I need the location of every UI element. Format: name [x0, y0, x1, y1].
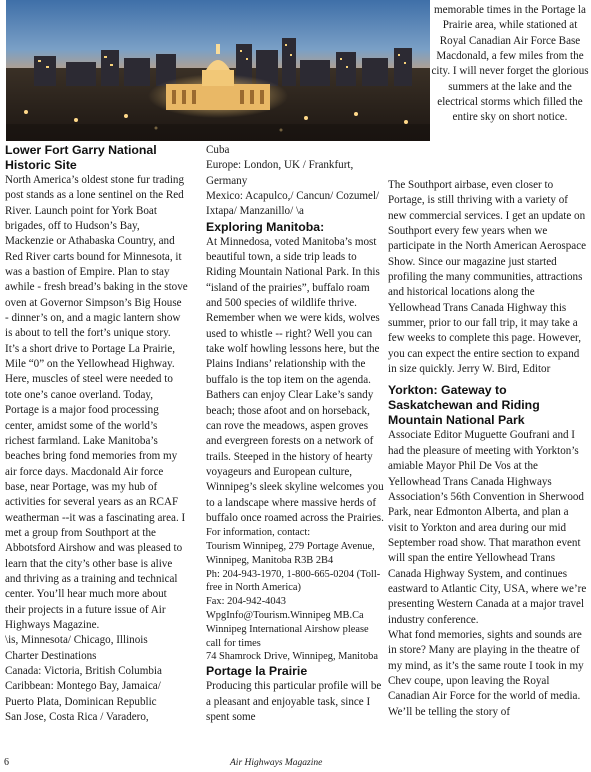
contact-line: Tourism Winnipeg, 279 Portage Avenue, Winnipeg, Manitoba R3B 2B4 — [206, 541, 375, 566]
city-skyline-photo — [6, 0, 430, 141]
paragraph: memorable times in the Portage la Prairie area, while stationed at Royal Canadian Air Force Base Macdonald, a few miles from the city. I will never forget the glorious summers at the lake and the electrical storms which filled the entire sky on short notice. — [431, 4, 589, 124]
paragraph: Europe: London, UK / Frankfurt, Germany — [206, 159, 354, 187]
paragraph: North America’s oldest stone fur trading post stands as a lone sentinel on the Red River. Launch point for York Boat brigades, off to Hudson’s Bay, Mackenzie or Athabaska Country, and Red River carts bound for Minnesota, it was a bastion of Empire. Plan to stay awhile - fresh bread’s baking in the stove oven at Governor Simpson’s Big House - dinner’s on, and a magic lantern show is about to tell the fort’s unique story. — [5, 174, 188, 340]
heading-portage-la-prairie: Portage la Prairie — [206, 664, 308, 679]
contact-block — [206, 526, 386, 664]
paragraph: San Jose, Costa Rica / Varadero, — [5, 711, 149, 724]
contact-line: For information, contact: — [206, 527, 311, 539]
heading-yorkton: Yorkton: Gateway to Saskatchewan and Riding Mountain National Park — [388, 383, 540, 428]
paragraph: Canada: Victoria, British Columbia — [5, 665, 162, 677]
paragraph: Associate Editor Muguette Goufrani and I had the pleasure of meeting with Yorkton’s amiable Mayor Phil De Vos at the Yellowhead Trans Canada Highways Association’s 56th Convention in Sherwood Park, near Edmonton Alberta, and plan a visit to Yorkton and area during our mid September road show. That marathon event will span the entire Yellowhead Trans Canada Highway System, and continues eastward to Atlantic City, USA, where we’re presenting Western Canada at a major travel industry conference. — [388, 429, 587, 626]
column-1 — [5, 143, 188, 725]
paragraph: \is, Minnesota/ Chicago, Illinois — [5, 634, 148, 647]
paragraph: It’s a short drive to Portage La Prairie, Mile “0” on the Yellowhead Highway. Here, muscles of steel were needed to tote one’s canoe overland. Today, Portage is a major food processing center, amidst some of the world’s richest farmland. Lake Manitoba’s beaches bring fond memories from my air force days. Macdonald Air force base, near Portage, was my hub of activities for several years as an RCAF weatherman --it was a fascinating area. I met a group from Southport at the Abbotsford Airshow and was pleased to learn that the city’s other base is alive and thriving as a training and technical center. You’ll hear much more about their projects in a future issue of Air Highways Magazine. — [5, 342, 186, 631]
heading-lower-fort-garry: Lower Fort Garry National Historic Site — [5, 143, 157, 172]
paragraph: Charter Destinations — [5, 649, 97, 662]
paragraph: At Minnedosa, voted Manitoba’s most beautiful town, a side trip leads to Riding Mountain National Park. In this “island of the prairies”, buffalo roam and 500 species of wildlife thrive. Remember when we were kids, wolves used to whistle -- right? Well you can take wolf howling lessons here, but the Plains Indians’ relationship with the buffalo is the top item on the agenda. Bathers can enjoy Clear Lake’s sandy beach; those afoot and on horseback, can rove the meadows, aspen groves and evergreen forests on a network of trails. Steeped in the history of hearty voyageurs and European culture, Winnipeg’s sleek skyline welcomes you to a landscape where massive herds of buffalo once roamed across the Prairies. — [206, 235, 384, 524]
contact-line: Winnipeg International Airshow please call for times — [206, 623, 369, 649]
contact-line: Ph: 204-943-1970, 1-800-665-0204 (Toll-free in North America) — [206, 568, 381, 594]
paragraph: Mexico: Acapulco,/ Cancun/ Cozumel/ Ixtapa/ Manzanillo/ \a — [206, 190, 380, 218]
paragraph: Cuba — [206, 144, 230, 156]
contact-line: Fax: 204-942-4043 — [206, 596, 286, 608]
paragraph: What fond memories, sights and sounds are in store? Many are playing in the theatre of my mind, as it’s the same route I took in my Chev coupe, upon leaving the Royal Canadian Air Force for the world of media. We’ll be telling the story of — [388, 628, 584, 718]
column-3 — [388, 178, 588, 720]
column-2 — [206, 143, 386, 725]
magazine-title: Air Highways Magazine — [230, 758, 323, 768]
contact-email: WpgInfo@Tourism.Winnipeg MB.Ca — [206, 610, 364, 622]
paragraph: Producing this particular profile will be a pleasant and enjoyable task, since I spent some — [206, 680, 382, 723]
page-number: 6 — [4, 757, 9, 768]
column-3-top — [430, 3, 590, 126]
contact-line: 74 Shamrock Drive, Winnipeg, Manitoba — [206, 651, 378, 663]
paragraph: Caribbean: Montego Bay, Jamaica/ Puerto Plata, Dominican Republic — [5, 680, 161, 708]
heading-exploring-manitoba: Exploring Manitoba: — [206, 219, 325, 234]
paragraph: The Southport airbase, even closer to Portage, is still thriving with a variety of new commercial services. I get an update on Southport every few years when we participate in the North American Aerospace Show. Since our magazine just started profiling the many communities, attractions and historical locations along the Yellowhead Trans Canada Highway this summer, prior to our fall trip, it may take a few weeks to complete this page. However, you can expect the entire section to expand in size quickly. Jerry W. Bird, Editor — [388, 179, 587, 376]
